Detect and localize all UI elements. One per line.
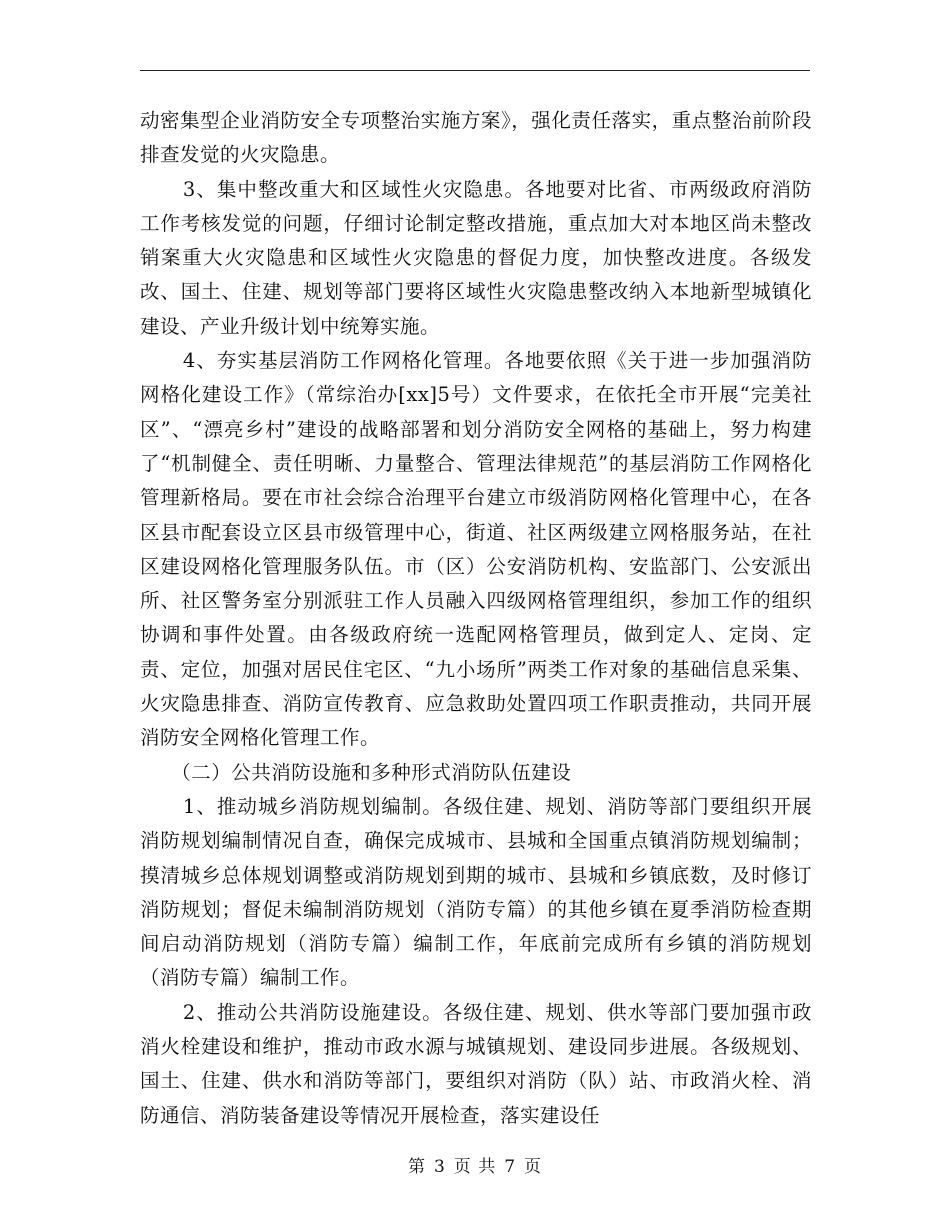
paragraph-item-1: 1、推动城乡消防规划编制。各级住建、规划、消防等部门要组织开展消防规划编制情况自查，确保完成城市、县城和全国重点镇消防规划编制；摸清城乡总体规划调整或消防规划到期的城市、县城和乡镇底数，及时修订消防规划；督促未编制消防规划（消防专篇）的其他乡镇在夏季消防检查期间启动消防规划（消防专篇）编制工作，年底前完成所有乡镇的消防规划（消防专篇）编制工作。 — [140, 794, 812, 990]
header-rule — [140, 70, 810, 71]
paragraph-item-3: 3、集中整改重大和区域性火灾隐患。各地要对比省、市两级政府消防工作考核发觉的问题，仔细讨论制定整改措施，重点加大对本地区尚未整改销案重大火灾隐患和区域性火灾隐患的督促力度，加快整改进度。各级发改、国土、住建、规划等部门要将区域性火灾隐患整改纳入本地新型城镇化建设、产业升级计划中统筹实施。 — [140, 177, 812, 338]
paragraph-item-4: 4、夯实基层消防工作网格化管理。各地要依照《关于进一步加强消防网格化建设工作》（常综治办[xx]5号）文件要求，在依托全市开展“完美社区”、“漂亮乡村”建设的战略部署和划分消防安全网格的基础上，努力构建了“机制健全、责任明晰、力量整合、管理法律规范”的基层消防工作网格化管理新格局。要在市社会综合治理平台建立市级消防网格化管理中心，在各区县市配套设立区县市级管理中心，街道、社区两级建立网格服务站，在社区建设网格化管理服务队伍。市（区）公安消防机构、安监部门、公安派出所、社区警务室分别派驻工作人员融入四级网格管理组织，参加工作的组织协调和事件处置。由各级政府统一选配网格管理员，做到定人、定岗、定责、定位，加强对居民住宅区、“九小场所”两类工作对象的基础信息采集、火灾隐患排查、消防宣传教育、应急救助处置四项工作职责推动，共同开展消防安全网格化管理工作。 — [140, 349, 812, 750]
footer-total-pages: 7 — [504, 1157, 517, 1177]
footer-suffix: 页 — [524, 1157, 543, 1177]
footer-middle: 页 共 — [453, 1157, 497, 1177]
paragraph-continuation: 动密集型企业消防安全专项整治实施方案》，强化责任落实，重点整治前阶段排查发觉的火灾隐患。 — [140, 109, 812, 167]
footer-current-page: 3 — [433, 1157, 446, 1177]
document-body — [140, 104, 812, 1133]
footer-prefix: 第 — [407, 1157, 426, 1177]
paragraph-item-2: 2、推动公共消防设施建设。各级住建、规划、供水等部门要加强市政消火栓建设和维护，推动市政水源与城镇规划、建设同步进展。各级规划、国土、住建、供水和消防等部门，要组织对消防（队）站、市政消火栓、消防通信、消防装备建设等情况开展检查，落实建设任 — [140, 1000, 812, 1127]
page-footer — [0, 1152, 950, 1177]
section-heading: （二）公共消防设施和多种形式消防队伍建设 — [171, 760, 572, 784]
